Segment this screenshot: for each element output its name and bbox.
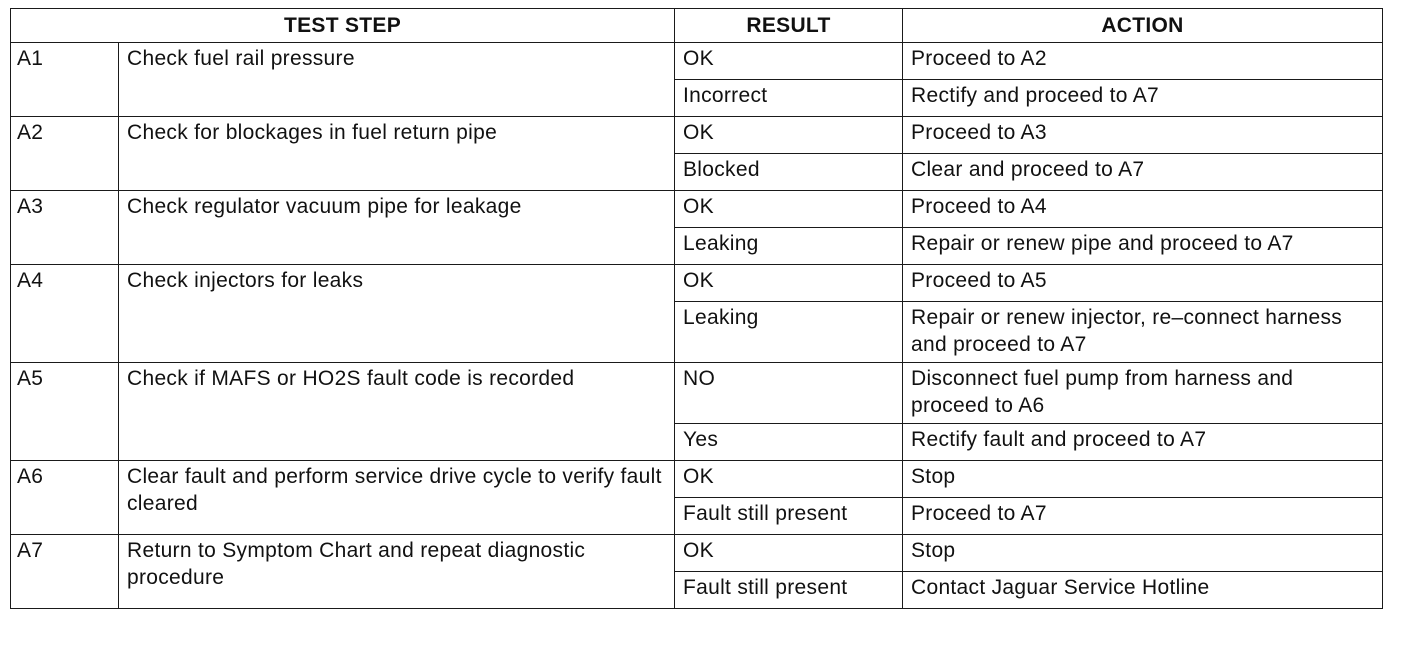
result-cell: Yes: [675, 424, 903, 461]
result-cell: OK: [675, 43, 903, 80]
step-id: A4: [11, 265, 119, 363]
action-cell: Stop: [903, 461, 1383, 498]
step-description: Check fuel rail pressure: [119, 43, 675, 117]
step-id: A3: [11, 191, 119, 265]
action-cell: Repair or renew injector, re–connect harness and proceed to A7: [903, 302, 1383, 363]
step-description: Check if MAFS or HO2S fault code is recorded: [119, 363, 675, 461]
action-cell: Repair or renew pipe and proceed to A7: [903, 228, 1383, 265]
result-cell: NO: [675, 363, 903, 424]
header-test-step: TEST STEP: [11, 9, 675, 43]
result-cell: OK: [675, 265, 903, 302]
step-id: A6: [11, 461, 119, 535]
action-cell: Proceed to A2: [903, 43, 1383, 80]
step-description: Check injectors for leaks: [119, 265, 675, 363]
action-cell: Proceed to A5: [903, 265, 1383, 302]
table-row: [11, 265, 1383, 302]
result-cell: OK: [675, 461, 903, 498]
header-result: RESULT: [675, 9, 903, 43]
result-cell: Incorrect: [675, 80, 903, 117]
table-row: [11, 535, 1383, 572]
action-cell: Rectify fault and proceed to A7: [903, 424, 1383, 461]
result-cell: OK: [675, 535, 903, 572]
step-id: A1: [11, 43, 119, 117]
table-row: [11, 363, 1383, 424]
action-cell: Proceed to A7: [903, 498, 1383, 535]
result-cell: Leaking: [675, 228, 903, 265]
header-action: ACTION: [903, 9, 1383, 43]
step-id: A5: [11, 363, 119, 461]
action-cell: Disconnect fuel pump from harness and proceed to A6: [903, 363, 1383, 424]
table-row: [11, 117, 1383, 154]
action-cell: Stop: [903, 535, 1383, 572]
step-id: A2: [11, 117, 119, 191]
step-description: Return to Symptom Chart and repeat diagnostic procedure: [119, 535, 675, 609]
action-cell: Rectify and proceed to A7: [903, 80, 1383, 117]
action-cell: Proceed to A3: [903, 117, 1383, 154]
result-cell: Fault still present: [675, 572, 903, 609]
step-id: A7: [11, 535, 119, 609]
result-cell: Blocked: [675, 154, 903, 191]
table-row: [11, 191, 1383, 228]
action-cell: Proceed to A4: [903, 191, 1383, 228]
action-cell: Contact Jaguar Service Hotline: [903, 572, 1383, 609]
diagnostic-table: [10, 8, 1383, 609]
table-header-row: [11, 9, 1383, 43]
result-cell: Leaking: [675, 302, 903, 363]
step-description: Clear fault and perform service drive cycle to verify fault cleared: [119, 461, 675, 535]
result-cell: OK: [675, 191, 903, 228]
table-row: [11, 43, 1383, 80]
result-cell: Fault still present: [675, 498, 903, 535]
result-cell: OK: [675, 117, 903, 154]
document-page: [10, 8, 1383, 609]
table-row: [11, 461, 1383, 498]
step-description: Check regulator vacuum pipe for leakage: [119, 191, 675, 265]
action-cell: Clear and proceed to A7: [903, 154, 1383, 191]
step-description: Check for blockages in fuel return pipe: [119, 117, 675, 191]
